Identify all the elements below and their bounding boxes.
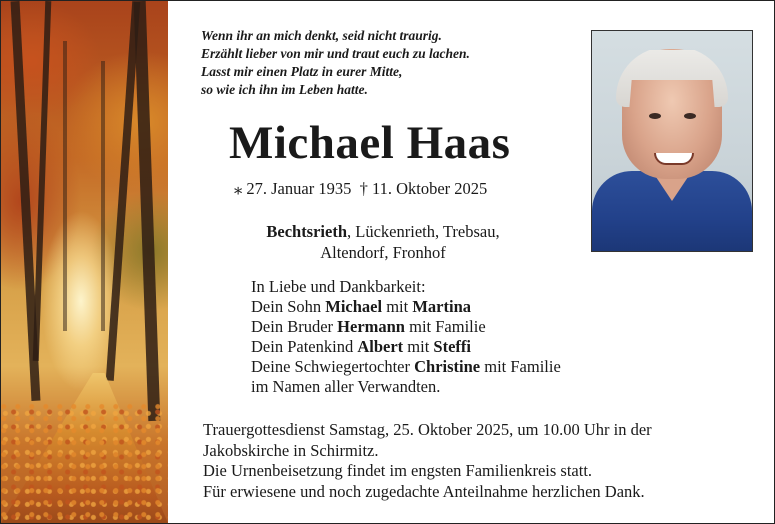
place-main: Bechtsrieth — [266, 222, 348, 241]
mourners-intro: In Liebe und Dankbarkeit: — [251, 277, 426, 296]
portrait-photo — [591, 30, 753, 252]
birth-symbol: ⁎ — [234, 179, 243, 198]
birth-date: 27. Januar 1935 — [246, 179, 352, 198]
poem-line: so wie ich ihn im Leben hatte. — [201, 82, 368, 97]
places-rest: , Lückenrieth, Trebsau, — [347, 222, 500, 241]
places-line2: Altendorf, Fronhof — [320, 243, 446, 262]
service-line: Trauergottesdienst Samstag, 25. Oktober 2025, um 10.00 Uhr in der — [203, 420, 652, 439]
death-symbol: † — [359, 179, 368, 198]
fallen-leaves — [1, 403, 168, 523]
mourner-godchild: Dein Patenkind Albert mit Steffi — [251, 337, 471, 356]
poem — [201, 27, 470, 99]
smile — [654, 153, 694, 165]
poem-line: Erzählt lieber von mir und traut euch zu lachen. — [201, 46, 470, 61]
places — [233, 221, 533, 263]
service-line: Für erwiesene und noch zugedachte Anteilnahme herzlichen Dank. — [203, 481, 645, 501]
service-line: Jakobskirche in Schirmitz. — [203, 440, 379, 460]
poem-line: Wenn ihr an mich denkt, seid nicht traurig. — [201, 28, 442, 43]
mourner-daughter-in-law: Deine Schwiegertochter Christine mit Familie — [251, 357, 561, 376]
mourners-relatives: im Namen aller Verwandten. — [251, 377, 441, 396]
life-dates — [234, 179, 487, 199]
autumn-forest-image — [1, 1, 168, 523]
service-info — [203, 420, 652, 502]
mourners-list — [251, 277, 561, 397]
service-line: Die Urnenbeisetzung findet im engsten Familienkreis statt. — [203, 461, 593, 480]
mourner-son: Dein Sohn Michael mit Martina — [251, 297, 471, 316]
mourner-brother: Dein Bruder Hermann mit Familie — [251, 317, 486, 336]
deceased-name: Michael Haas — [229, 117, 511, 169]
poem-line: Lasst mir einen Platz in eurer Mitte, — [201, 64, 403, 79]
death-date: 11. Oktober 2025 — [371, 179, 488, 198]
